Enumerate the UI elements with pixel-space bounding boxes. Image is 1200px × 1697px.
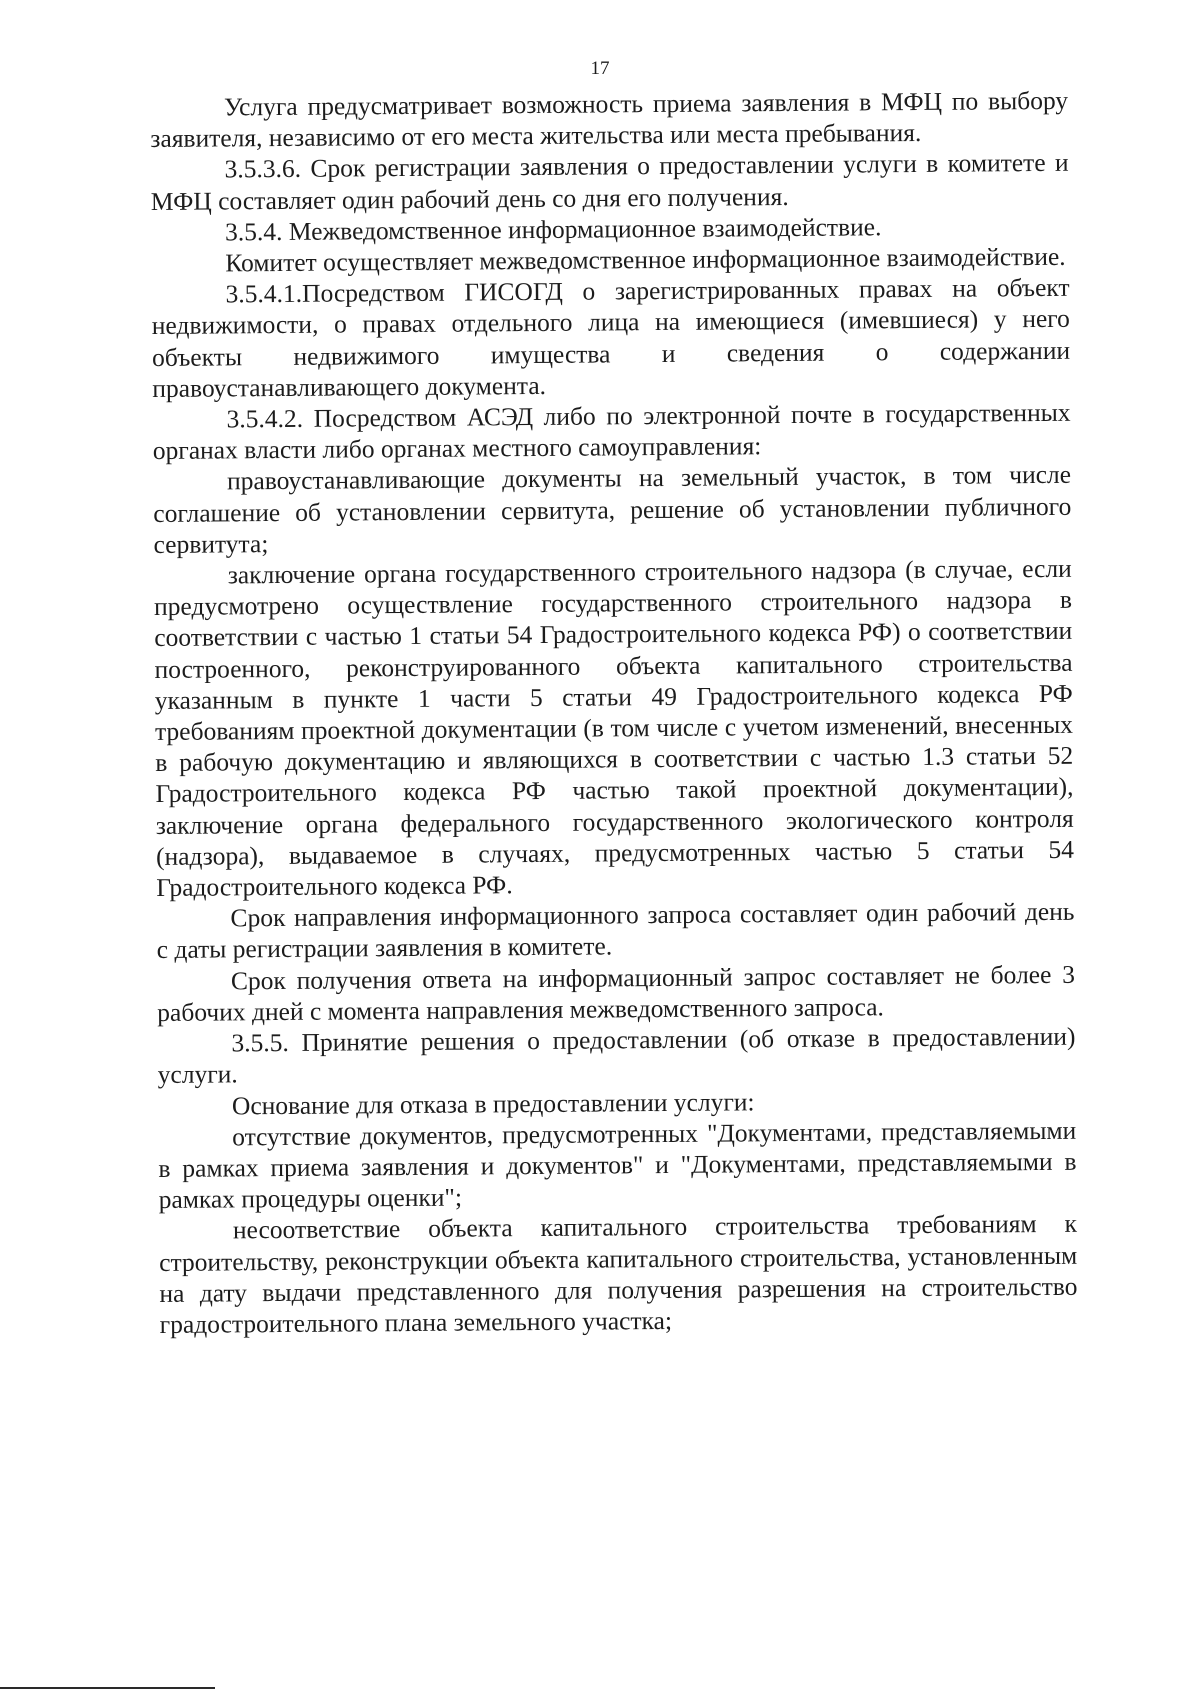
paragraph-3-5-4-2: 3.5.4.2. Посредством АСЭД либо по электронной почте в государственных органах власти либо органах местного самоуправления: <box>152 397 1071 466</box>
page-number: 17 <box>590 58 610 79</box>
paragraph-3-5-4-1: 3.5.4.1.Посредством ГИСОГД о зарегистрированных правах на объект недвижимости, о правах отдельного лица на имеющиеся (имевшиеся) у него объекты недвижимого имущества и сведения о содержании правоустанавливающего документа. <box>151 273 1071 403</box>
paragraph-3-5-4: 3.5.4. Межведомственное информационное взаимодействие. <box>224 212 882 247</box>
paragraph-mfc-reception: Услуга предусматривает возможность приема заявления в МФЦ по выбору заявителя, независимо от его места жительства или места пребывания. <box>150 85 1069 154</box>
paragraph-refusal-grounds: Основание для отказа в предоставлении услуги: <box>231 1086 755 1120</box>
paragraph-missing-documents: отсутствие документов, предусмотренных "Документами, представляемыми в рамках приема заявления и документов" и "Документами, представляемыми в рамках процедуры оценки"; <box>158 1115 1077 1215</box>
paragraph-3-5-3-6: 3.5.3.6. Срок регистрации заявления о предоставлении услуги в комитете и МФЦ составляет один рабочий день со дня его получения. <box>150 148 1069 216</box>
paragraph-request-term: Срок направления информационного запроса составляет один рабочий день с даты регистрации заявления в комитете. <box>156 897 1075 965</box>
paragraph-response-term: Срок получения ответа на информационный запрос составляет не более 3 рабочих дней с момента направления межведомственного запроса. <box>157 959 1076 1027</box>
paragraph-noncompliance: несоответствие объекта капитального строительства требованиям к строительству, реконструкции объекта капитального строительства, установленным на дату выдачи представленного для получения разрешения на строительство градостроительного плана земельного участка; <box>159 1209 1078 1339</box>
document-body <box>150 85 1078 1340</box>
paragraph-committee-interaction: Комитет осуществляет межведомственное информационное взаимодействие. <box>225 241 1066 278</box>
paragraph-land-documents: правоустанавливающие документы на земельный участок, в том числе соглашение об установлении сервитута, решение об установлении публичного сервитута; <box>153 460 1072 559</box>
paragraph-supervision-conclusion: заключение органа государственного строительного надзора (в случае, если предусмотрено осуществление государственного строительного надзора в соответствии с частью 1 статьи 54 Градостроительного кодекса РФ) о соответствии построенного, реконструированного объекта капитального строительства указанным в пункте 1 части 5 статьи 49 Градостроительного кодекса РФ требованиям проектной документации (в том числе с учетом изменений, внесенных в рабочую документацию и являющихся в соответствии с частью 1.3 статьи 52 Градостроительного кодекса РФ частью такой проектной документации), заключение органа федерального государственного экологического контроля (надзора), выдаваемое в случаях, предусмотренных частью 5 статьи 54 Градостроительного кодекса РФ. <box>153 553 1075 903</box>
footer-rule <box>0 1687 215 1689</box>
paragraph-3-5-5: 3.5.5. Принятие решения о предоставлении (об отказе в предоставлении) услуги. <box>157 1021 1076 1090</box>
